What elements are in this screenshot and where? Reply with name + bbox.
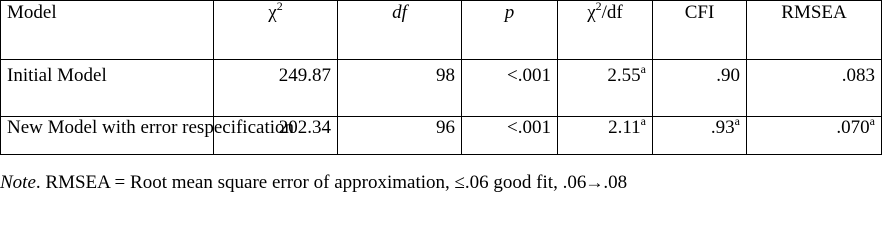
row-cfi: .93$^a$ — [653, 117, 747, 155]
header-chi-square: $\chi^2$ — [214, 1, 338, 60]
row-chi-df-ratio: 2.55$^a$ — [558, 60, 653, 117]
header-model: Model — [1, 1, 214, 60]
header-df: df — [338, 1, 462, 60]
row-df: 96 — [338, 117, 462, 155]
arrow-right-icon: → — [585, 173, 605, 192]
header-p: p — [462, 1, 558, 60]
header-cfi: CFI — [653, 1, 747, 60]
row-chi-df-ratio: 2.11$^a$ — [558, 117, 653, 155]
note-text: . RMSEA = Root mean square error of approximation, ≤.06 good fit, .06 — [35, 172, 587, 193]
row-rmsea: .083 — [747, 60, 882, 117]
header-rmsea: RMSEA — [747, 1, 882, 60]
row-chi-square: 202.34 — [214, 117, 338, 155]
row-p: <.001 — [462, 117, 558, 155]
table-row — [1, 60, 882, 117]
table-row — [1, 117, 882, 155]
row-cfi: .90 — [653, 60, 747, 117]
table-note — [0, 171, 627, 195]
note-label: Note — [0, 172, 36, 193]
row-model: Initial Model — [1, 60, 214, 117]
row-rmsea: .070$^a$ — [747, 117, 882, 155]
row-model: New Model with error respecification — [1, 117, 214, 155]
header-chi-df-ratio: $\chi^2/df$ — [558, 1, 653, 60]
row-df: 98 — [338, 60, 462, 117]
table-header-row — [1, 1, 882, 60]
note-tail: .08 — [603, 172, 628, 193]
row-chi-square: 249.87 — [214, 60, 338, 117]
row-p: <.001 — [462, 60, 558, 117]
